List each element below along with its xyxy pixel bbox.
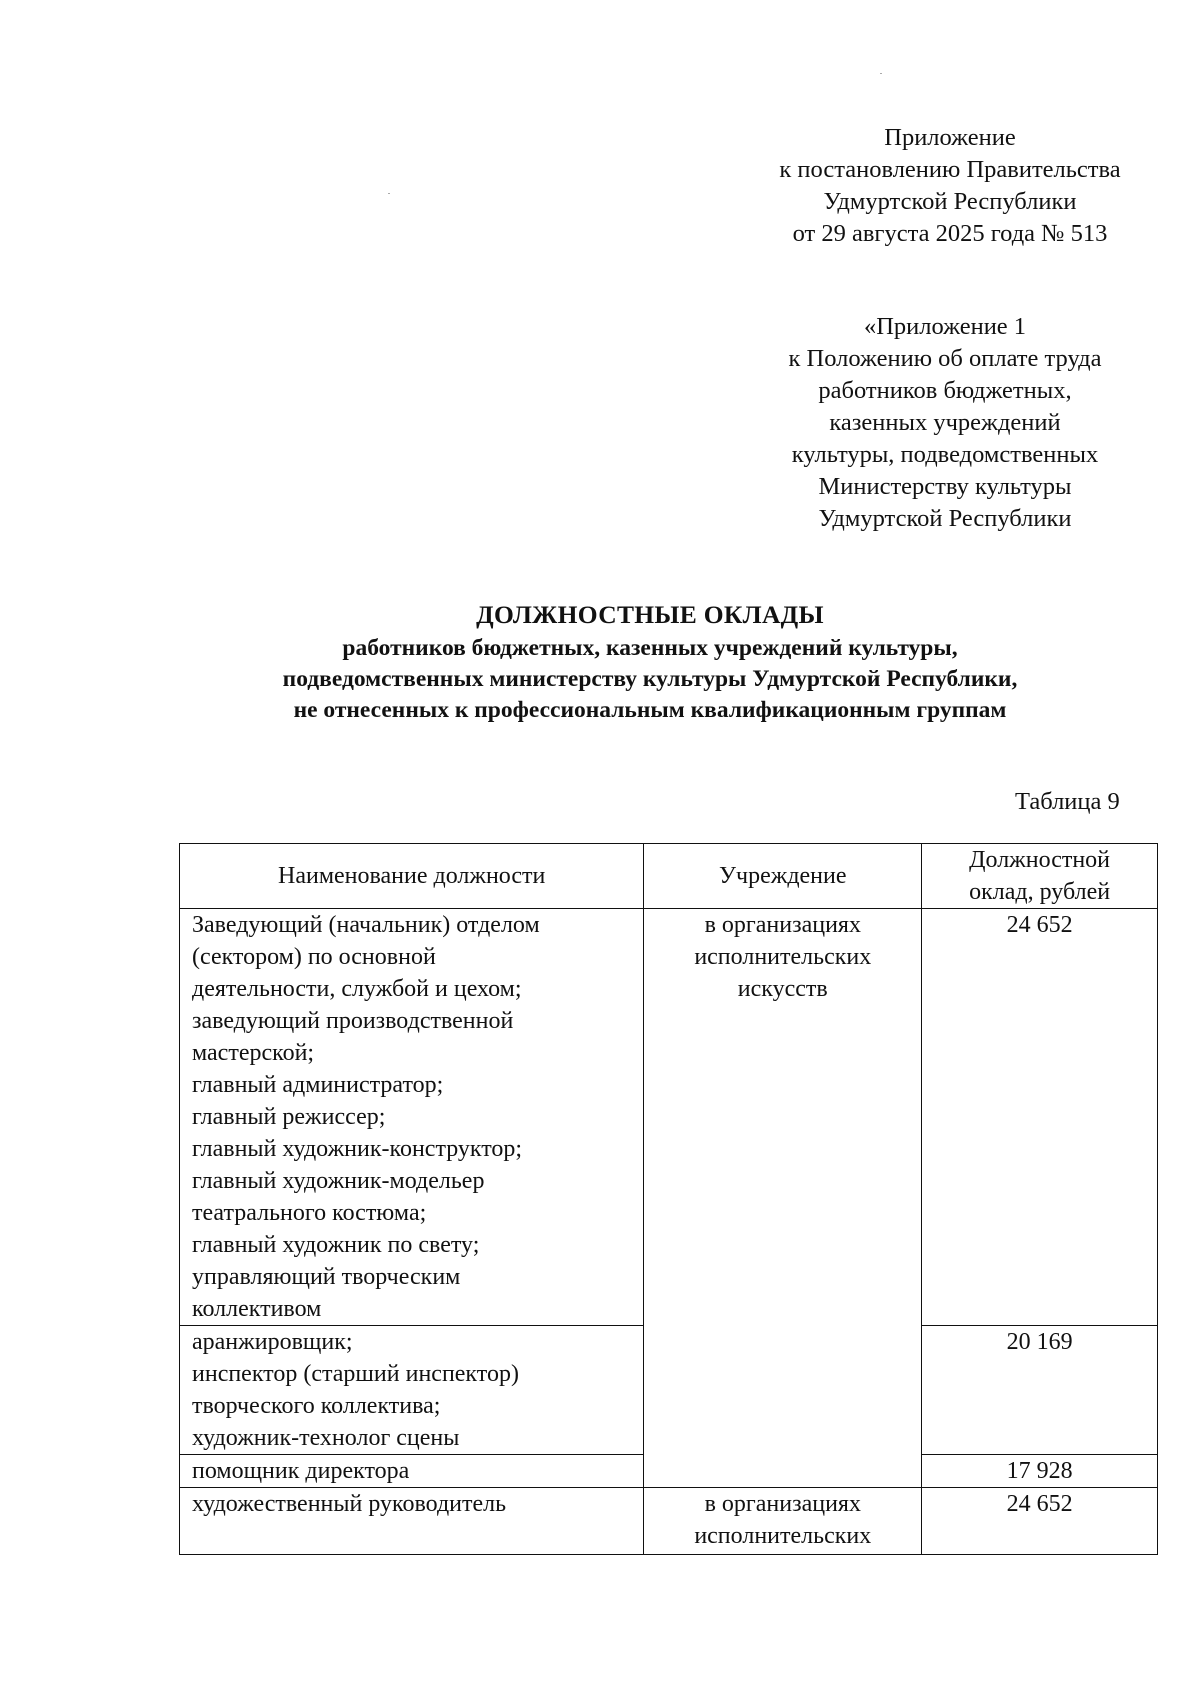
position-line: инспектор (старший инспектор) <box>192 1361 519 1387</box>
institution-line: исполнительских <box>694 1523 872 1549</box>
header-salary-line: Должностной <box>969 847 1111 873</box>
title-sub-line: работников бюджетных, казенных учреждений культуры, <box>342 635 958 661</box>
institution-cell-merged <box>644 1326 922 1455</box>
position-line: управляющий творческим <box>192 1264 461 1290</box>
position-line: главный художник по свету; <box>192 1232 480 1258</box>
document-title <box>150 597 1150 726</box>
salary-cell: 24 652 <box>922 909 1158 1326</box>
position-line: творческого коллектива; <box>192 1393 441 1419</box>
position-line: помощник директора <box>192 1458 410 1484</box>
table-row <box>180 909 1158 1326</box>
title-sub-line: подведомственных министерству культуры Удмуртской Республики, <box>282 666 1018 692</box>
position-line: театрального костюма; <box>192 1200 427 1226</box>
institution-cell <box>644 1488 922 1555</box>
appendix-line: культуры, подведомственных <box>791 441 1099 468</box>
position-line: главный режиссер; <box>192 1104 386 1130</box>
header-line: от 29 августа 2025 года № 513 <box>792 220 1108 247</box>
position-name-cell <box>180 1326 644 1455</box>
position-line: главный художник-модельер <box>192 1168 485 1194</box>
position-line: заведующий производственной <box>192 1008 514 1034</box>
institution-cell-merged <box>644 1455 922 1488</box>
appendix-line: работников бюджетных, <box>818 377 1072 404</box>
scan-speck <box>388 193 390 194</box>
position-line: художник-технолог сцены <box>192 1425 460 1451</box>
header-institution: Учреждение <box>644 844 922 909</box>
position-line: (сектором) по основной <box>192 944 436 970</box>
header-line: к постановлению Правительства <box>779 156 1121 183</box>
position-line: художественный руководитель <box>192 1491 507 1517</box>
header-position-name: Наименование должности <box>180 844 644 909</box>
institution-line: исполнительских <box>694 944 872 970</box>
institution-line: искусств <box>737 976 828 1002</box>
salary-cell: 24 652 <box>922 1488 1158 1555</box>
position-line: мастерской; <box>192 1040 315 1066</box>
position-name-cell <box>180 1488 644 1555</box>
institution-line: в организациях <box>704 912 861 938</box>
appendix-line: «Приложение 1 <box>863 313 1027 340</box>
salary-cell: 17 928 <box>922 1455 1158 1488</box>
position-name-cell <box>180 909 644 1326</box>
institution-cell <box>644 909 922 1326</box>
appendix-header <box>745 311 1145 535</box>
title-sub-line: не отнесенных к профессиональным квалификационным группам <box>293 697 1007 723</box>
position-line: деятельности, службой и цехом; <box>192 976 522 1002</box>
header-salary <box>922 844 1158 909</box>
position-line: аранжировщик; <box>192 1329 353 1355</box>
position-line: главный администратор; <box>192 1072 444 1098</box>
position-line: главный художник-конструктор; <box>192 1136 523 1162</box>
position-name-cell <box>180 1455 644 1488</box>
table-row <box>180 1326 1158 1455</box>
appendix-line: к Положению об оплате труда <box>788 345 1102 372</box>
position-line: коллективом <box>192 1296 322 1322</box>
position-line: Заведующий (начальник) отделом <box>192 912 540 938</box>
header-line: Приложение <box>884 124 1016 151</box>
resolution-header <box>740 122 1160 250</box>
header-salary-line: оклад, рублей <box>969 879 1111 905</box>
table-header-row <box>180 844 1158 909</box>
salary-table <box>179 843 1158 1555</box>
table-row <box>180 1488 1158 1555</box>
salary-cell: 20 169 <box>922 1326 1158 1455</box>
appendix-line: казенных учреждений <box>829 409 1061 436</box>
table-row <box>180 1455 1158 1488</box>
header-line: Удмуртской Республики <box>823 188 1077 215</box>
title-main: ДОЛЖНОСТНЫЕ ОКЛАДЫ <box>476 600 824 629</box>
institution-line: в организациях <box>704 1491 861 1517</box>
table-caption: Таблица 9 <box>1015 788 1120 815</box>
appendix-line: Министерству культуры <box>818 473 1072 500</box>
scan-speck <box>880 73 882 74</box>
appendix-line: Удмуртской Республики <box>818 505 1072 532</box>
